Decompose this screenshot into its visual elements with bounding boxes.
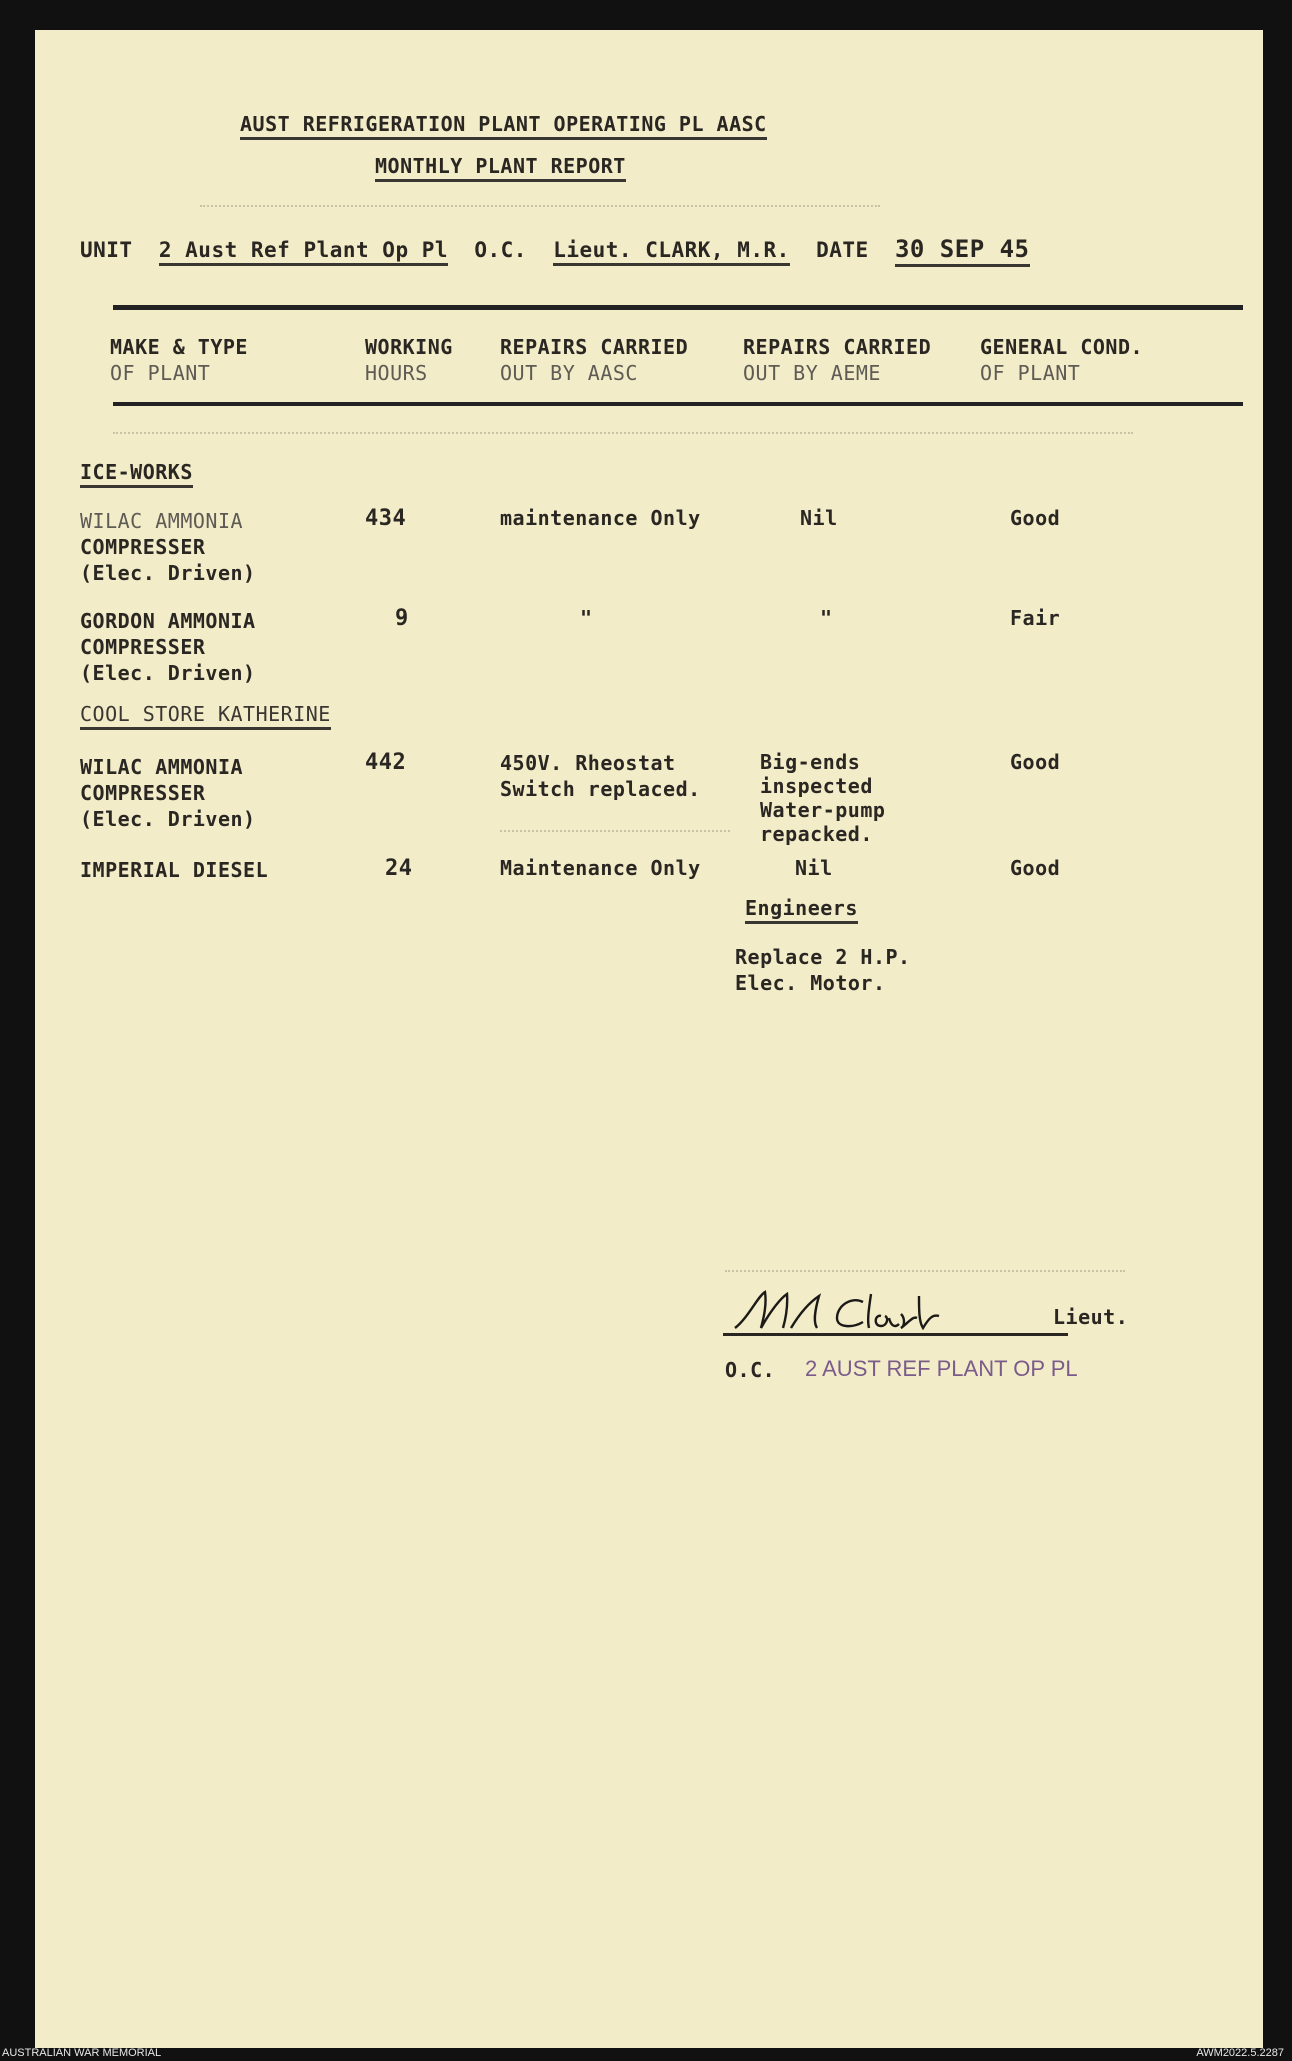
column-header-condition: GENERAL COND. OF PLANT [980,335,1144,385]
table-row-aeme: Nil [795,856,833,880]
unit-stamp: 2 AUST REF PLANT OP PL [805,1356,1078,1381]
oc-label: O.C. [474,238,527,262]
header-rule-top [113,305,1243,310]
table-row-plant: GORDON AMMONIA COMPRESSER (Elec. Driven) [80,609,256,685]
dotted-guide [500,830,730,832]
date-value: 30 SEP 45 [895,235,1030,267]
footer-credit: AUSTRALIAN WAR MEMORIAL [2,2047,162,2059]
oc-label: O.C. [725,1358,776,1382]
table-row-aasc: 450V. Rheostat Switch replaced. [500,751,701,801]
footer-accession-number: AWM2022.5.2287 [1196,2047,1284,2059]
signature-rank: Lieut. [1053,1305,1129,1329]
engineers-note: Replace 2 H.P. Elec. Motor. [735,945,911,995]
date-label: DATE [816,238,869,262]
dotted-guide [200,205,880,207]
table-row-hours: 434 [365,506,407,531]
section-heading-ice-works: ICE-WORKS [80,460,193,488]
column-header-hours: WORKING HOURS [365,335,453,385]
document-page [35,30,1263,2048]
table-row-aasc: " [580,606,593,630]
signature [733,1288,1033,1332]
table-row-condition: Good [1010,506,1061,530]
table-row-hours: 24 [385,856,413,881]
document-title: AUST REFRIGERATION PLANT OPERATING PL AASC [240,112,767,140]
table-row-aeme: Nil [800,506,838,530]
unit-label: UNIT [80,238,133,262]
column-header-plant: MAKE & TYPE OF PLANT [110,335,248,385]
document-subtitle: MONTHLY PLANT REPORT [375,154,626,182]
table-row-aasc: maintenance Only [500,506,701,530]
dotted-guide [113,432,1133,434]
table-row-aeme: Big-ends inspected Water-pump repacked. [760,750,886,846]
table-row-aasc: Maintenance Only [500,856,701,880]
column-header-aasc: REPAIRS CARRIED OUT BY AASC [500,335,689,385]
table-row-plant: WILAC AMMONIA COMPRESSER (Elec. Driven) [80,509,256,585]
oc-value: Lieut. CLARK, M.R. [553,238,790,266]
table-row-plant: WILAC AMMONIA COMPRESSER (Elec. Driven) [80,755,256,831]
table-row-condition: Good [1010,750,1061,774]
table-row-condition: Good [1010,856,1061,880]
table-row-hours: 442 [365,750,407,775]
table-row-hours: 9 [395,606,409,631]
header-rule-bottom [113,402,1243,406]
unit-line [80,235,1030,263]
table-row-plant: IMPERIAL DIESEL [80,858,269,882]
engineers-heading: Engineers [745,896,858,924]
table-row-aeme: " [820,606,833,630]
section-heading-cool-store: COOL STORE KATHERINE [80,702,331,730]
table-row-condition: Fair [1010,606,1061,630]
dotted-guide [725,1270,1125,1272]
column-header-aeme: REPAIRS CARRIED OUT BY AEME [743,335,932,385]
signature-line [723,1288,1068,1336]
unit-value: 2 Aust Ref Plant Op Pl [159,238,448,266]
